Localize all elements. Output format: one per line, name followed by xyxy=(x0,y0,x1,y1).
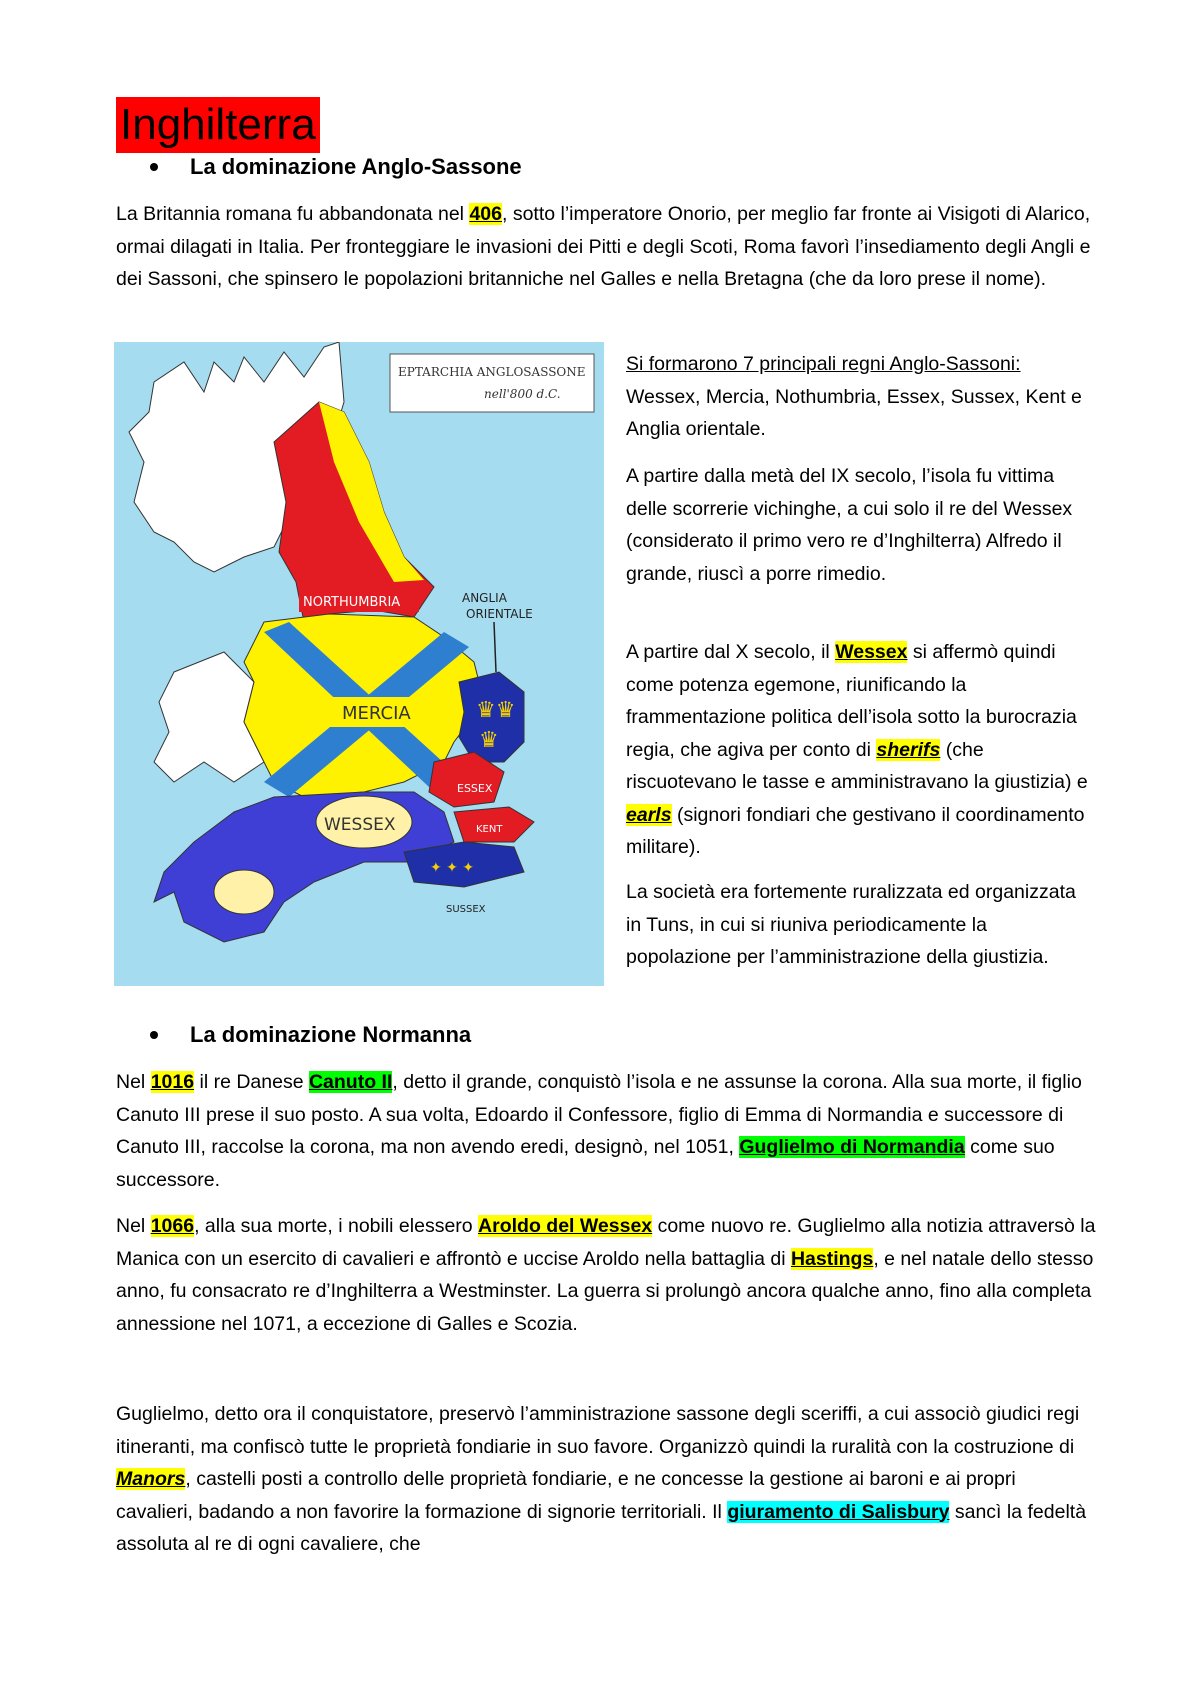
paragraph-intro: La Britannia romana fu abbandonata nel 406, sotto l’imperatore Onorio, per meglio far fronte ai Visigoti di Alarico, ormai dilagati in Italia. Per fronteggiare le invasioni dei Pitti e degli Scoti, Roma favorì l’insediamento degli Angli e dei Sassoni, che spinsero le popolazioni britanniche nel Galles e nella Bretagna (che da loro prese il nome). xyxy=(116,203,1091,290)
map-label-mercia: MERCIA xyxy=(342,703,411,724)
bird-icon: ✦ ✦ ✦ xyxy=(430,860,475,876)
highlight-manors: Manors xyxy=(116,1468,186,1490)
paragraph-vichinghi: A partire dalla metà del IX secolo, l’isola fu vittima delle scorrerie vichinghe, a cui solo il re del Wessex (considerato il primo vero re d’Inghilterra) Alfredo il grande, riuscì a porre rimedio. xyxy=(626,465,1073,585)
map-title-line2: nell'800 d.C. xyxy=(484,387,561,401)
heptarchy-map xyxy=(114,342,604,986)
crown-icon: ♛ xyxy=(479,728,499,753)
highlight-1016: 1016 xyxy=(150,1071,195,1093)
map-label-kent: KENT xyxy=(476,824,503,835)
highlight-wessex: Wessex xyxy=(835,641,908,663)
map-title-box xyxy=(390,354,594,412)
highlight-guglielmo: Guglielmo di Normandia xyxy=(739,1136,965,1158)
highlight-aroldo: Aroldo del Wessex xyxy=(478,1215,653,1237)
highlight-406: 406 xyxy=(469,203,502,225)
map-label-essex: ESSEX xyxy=(457,782,493,795)
highlight-canuto: Canuto II xyxy=(308,1071,393,1093)
highlight-earls: earls xyxy=(626,803,672,826)
page-title: Inghilterra xyxy=(116,97,320,153)
crown-icon: ♛♛ xyxy=(476,698,516,723)
paragraph-hastings: Nel 1066, alla sua morte, i nobili elessero Aroldo del Wessex come nuovo re. Guglielmo alla notizia attraversò la Manica con un esercito di cavalieri e affrontò e uccise Aroldo nella battaglia di Hastings, e nel natale dello stesso anno, fu consacrato re d’Inghilterra a Westminster. La guerra si prolungò ancora qualche anno, fino alla completa annessione nel 1071, a eccezione di Galles e Scozia. xyxy=(116,1215,1096,1335)
map-label-anglia: ANGLIA xyxy=(462,591,507,605)
paragraph-canuto: Nel 1016 il re Danese Canuto II, detto il grande, conquistò l’isola e ne assunse la corona. Alla sua morte, il figlio Canuto III prese il suo posto. A sua volta, Edoardo il Confessore, figlio di Emma di Normandia e successore di Canuto III, raccolse la corona, ma non avendo eredi, designò, nel 1051, Guglielmo di Normandia come suo successore. xyxy=(116,1071,1082,1191)
map-wessex-emblem-2 xyxy=(214,870,274,914)
paragraph-tuns: La società era fortemente ruralizzata ed organizzata in Tuns, in cui si riuniva periodicamente la popolazione per l’amministrazione della giustizia. xyxy=(626,881,1076,968)
bullet-icon xyxy=(150,163,158,171)
highlight-sherifs: sherifs xyxy=(876,738,941,761)
bullet-icon xyxy=(150,1031,158,1039)
document-page: Inghilterra La dominazione Anglo-Sassone La Britannia romana fu abbandonata nel 406, sotto l’imperatore Onorio, per meglio far fronte ai Visigoti di Alarico, ormai dilagati in Italia. Per fronteggiare le invasioni dei Pitti e degli Scoti, Roma favorì l’insediamento degli Angli e dei Sassoni, che spinsero le popolazioni britanniche nel Galles e nella Bretagna (che da loro prese il nome). NORTHUMBRIA MERCIA ♛♛ ♛ ANGLIA ORIENTALE ESSEX KENT WESSEX ✦ ✦ ✦ SUSSEX EPTARCHIA ANGLOSASSONE nell'800 d.C. Si formarono 7 principali regni Anglo-Sassoni: Wessex, Mercia, Nothumbria, Essex, Sussex, Kent e Anglia orientale. A partire dalla metà del IX secolo, l’isola fu vittima delle scorrerie vichinghe, a cui solo il re del Wessex (considerato il primo vero re d’Inghilterra) Alfredo il grande, riuscì a porre rimedio. A partire dal X secolo, il Wessex si affermò quindi come potenza egemone, riunificando la frammentazione politica dell’isola sotto la burocrazia regia, che agiva per conto di sherifs (che riscuotevano le tasse e amministravano la giustizia) e earls (signori fondiari che gestivano il coordinamento militare). La società era fortemente ruralizzata ed organizzata in Tuns, in cui si riuniva periodicamente la popolazione per l’amministrazione della giustizia. La dominazione Normanna Nel 1016 il re Danese Canuto II, detto il grande, conquistò l’isola e ne assunse la corona. Alla sua morte, il figlio Canuto III prese il suo posto. A sua volta, Edoardo il Confessore, figlio di Emma di Normandia e successore di Canuto III, raccolse la corona, ma non avendo eredi, designò, nel 1051, Guglielmo di Normandia come suo successore. Nel 1066, alla sua morte, i nobili elessero Aroldo del Wessex come nuovo re. Guglielmo alla notizia attraversò la Manica con un esercito di cavalieri e affrontò e uccise Aroldo nella battaglia di Hastings, e nel natale dello stesso anno, fu consacrato re d’Inghilterra a Westminster. La guerra si prolungò ancora qualche anno, fino alla completa annessione nel 1071, a eccezione di Galles e Scozia. Guglielmo, detto ora il conquistatore, preservò l’amministrazione sassone degli sceriffi, a cui associò giudici regi itineranti, ma confiscò tutte le proprietà fondiarie in suo favore. Organizzò quindi la ruralità con la costruzione di Manors, castelli posti a controllo delle proprietà fondiarie, e ne concesse la gestione ai baroni e ai propri cavalieri, badando a non favorire la formazione di signorie territoriali. Il giuramento di Salisbury sancì la fedeltà assoluta al re di ogni cavaliere, che xyxy=(0,0,1200,1698)
map-label-wessex: WESSEX xyxy=(324,815,396,835)
highlight-salisbury: giuramento di Salisbury xyxy=(727,1500,950,1523)
paragraph-regni: Si formarono 7 principali regni Anglo-Sassoni: Wessex, Mercia, Nothumbria, Essex, Sussex, Kent e Anglia orientale. xyxy=(626,353,1082,440)
map-label-orientale: ORIENTALE xyxy=(466,607,533,621)
map-label-sussex: SUSSEX xyxy=(446,904,486,915)
paragraph-conquistatore: Guglielmo, detto ora il conquistatore, preservò l’amministrazione sassone degli sceriffi, a cui associò giudici regi itineranti, ma confiscò tutte le proprietà fondiarie in suo favore. Organizzò quindi la ruralità con la costruzione di Manors, castelli posti a controllo delle proprietà fondiarie, e ne concesse la gestione ai baroni e ai propri cavalieri, badando a non favorire la formazione di signorie territoriali. Il giuramento di Salisbury sancì la fedeltà assoluta al re di ogni cavaliere, che xyxy=(116,1403,1087,1555)
paragraph-wessex: A partire dal X secolo, il Wessex si affermò quindi come potenza egemone, riunificando la frammentazione politica dell’isola sotto la burocrazia regia, che agiva per conto di sherifs (che riscuotevano le tasse e amministravano la giustizia) e earls (signori fondiari che gestivano il coordinamento militare). xyxy=(626,641,1088,858)
highlight-1066: 1066 xyxy=(150,1215,195,1237)
highlight-hastings: Hastings xyxy=(790,1247,874,1270)
map-title-line1: EPTARCHIA ANGLOSASSONE xyxy=(398,365,586,379)
map-label-northumbria: NORTHUMBRIA xyxy=(303,595,401,610)
